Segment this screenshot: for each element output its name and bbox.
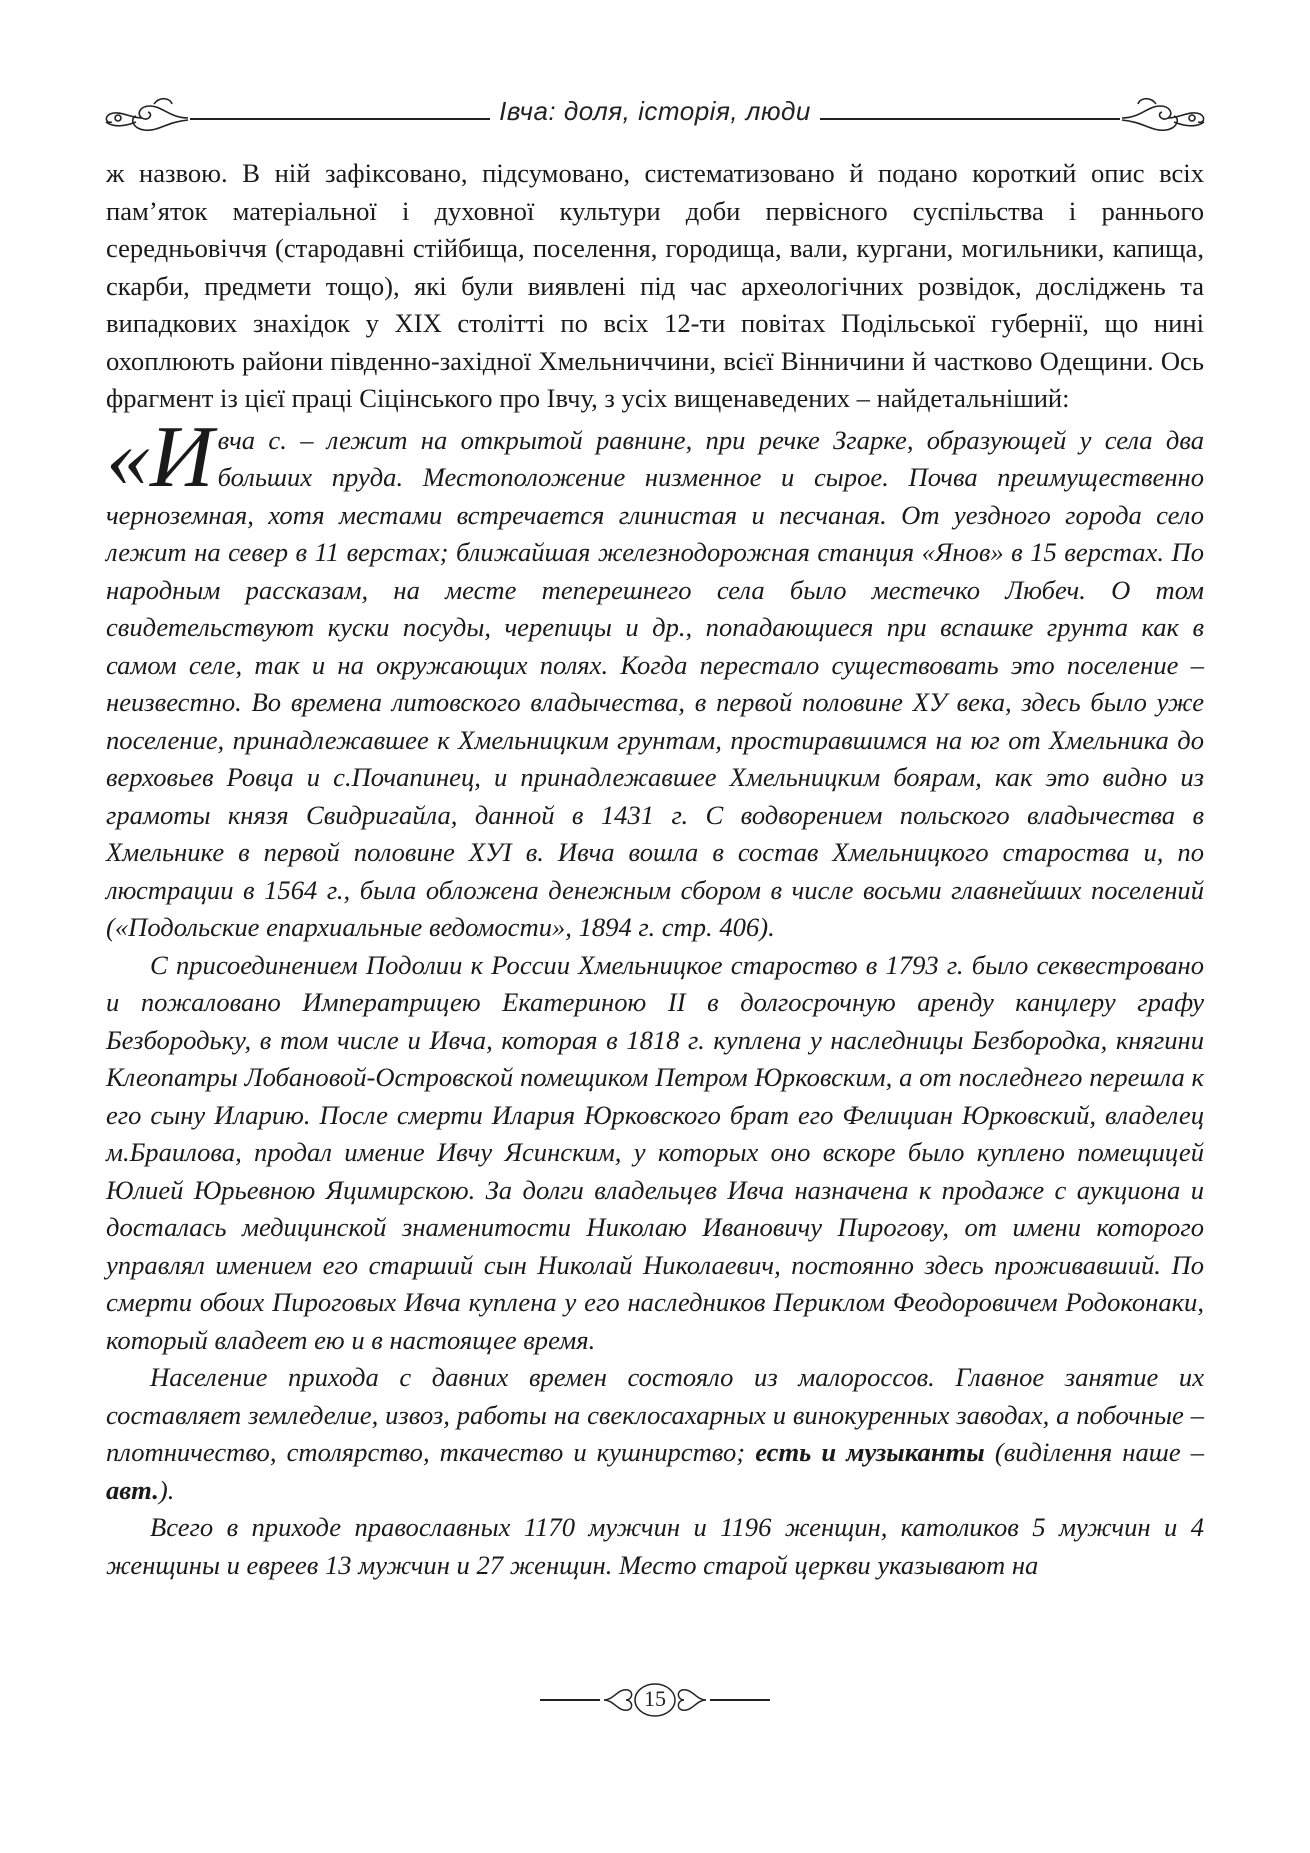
page-number: 15 — [644, 1686, 666, 1711]
intro-paragraph: ж назвою. В ній зафіксовано, підсумовано, систематизовано й подано короткий опис всіх пам’яток матеріальної і духовної культури доби первісного суспільства і раннього середньовіччя (стародавні стійбища, поселення, городища, вали, кургани, могильники, капища, скарби, предмети тощо), які були виявлені під час археологічних розвідок, досліджень та випадкових знахідок у XIX столітті по всіх 12-ти повітах Подільської губернії, що нині охоплюють райони південно-західної Хмельниччини, всієї Вінничини й частково Одещини. Ось фрагмент із цієї праці Сіцінського про Івчу, з усіх вищенаведених – найдетальніший: — [106, 158, 1204, 413]
author-note-abbr: авт. — [106, 1474, 159, 1505]
right-flourish-ornament-icon — [1120, 92, 1210, 136]
quote-paragraph-3 — [106, 1359, 1204, 1509]
running-header — [100, 88, 1210, 138]
quote-paragraph-1-text: вча с. – лежит на открытой равнине, при речке Згарке, образующей у села два больших пруда. Местоположение низменное и сырое. Почва преимущественно черноземная, хотя местами встречается глинистая и песчаная. От уездного города село лежит на север в 11 верстах; ближайшая железнодорожная станция «Янов» в 15 верстах. По народным рассказам, на месте теперешнего села было местечко Любеч. О том свидетельствуют куски посуды, черепицы и др., попадающиеся при вспашке грунта как в самом селе, так и на окружающих полях. Когда перестало существовать это поселение – неизвестно. Во времена литовского владычества, в первой половине XУ века, здесь было уже поселение, принадлежавшее к Хмельницким грунтам, простиравшимся на юг от Хмельника до верховьев Ровца и с.Почапинец, и принадлежавшее Хмельницким боярам, как это видно из грамоты князя Свидригайла, данной в 1431 г. С водворением польского владычества в Хмельнике в первой половине XУI в. Ивча вошла в состав Хмельницкого староства и, по люстрации в 1564 г., была обложена денежным сбором в числе восьми главнейших поселений («Подольские епархиальные ведомости», 1894 г. стр. 406). — [106, 424, 1204, 942]
quote-paragraph-3-text: Население прихода с давних времен состояло из малороссов. Главное занятие их составляет земледелие, извоз, работы на свеклосахарных и винокуренных заводах, а побочные – плотничество, столярство, ткачество и кушнирство; — [106, 1362, 1204, 1467]
author-note-open: (виділення наше – — [984, 1437, 1204, 1467]
page-body — [106, 155, 1204, 1584]
running-header-title: Івча: доля, історія, люди — [499, 96, 811, 126]
quote-paragraph-2: С присоединением Подолии к России Хмельницкое староство в 1793 г. было секвестровано и пожаловано Императрицею Екатериною II в долгосрочную аренду канцлеру графу Безбородьку, в том числе и Ивча, которая в 1818 г. куплена у наследницы Безбородка, княгини Клеопатры Лобановой-Островской помещиком Петром Юрковским, а от последнего перешла к его сыну Иларию. После смерти Илария Юрковского брат его Фелициан Юрковский, владелец м.Браилова, продал имение Ивчу Ясинским, у которых оно вскоре было куплено помещицей Юлией Юрьевною Яцимирскою. За долги владельцев Ивча назначена к продаже с аукциона и досталась медицинской знаменитости Николаю Ивановичу Пирогову, от имени которого управлял имением его старший сын Николай Николаевич, постоянно здесь проживавший. По смерти обоих Пироговых Ивча куплена у его наследников Периклом Феодоровичем Родоконаки, который владеет ею и в настоящее время. — [106, 949, 1204, 1355]
emphasis-musicians: есть и музыканты — [755, 1437, 985, 1467]
quote-paragraph-1 — [106, 408, 1204, 947]
author-note-close: ). — [158, 1474, 175, 1505]
quote-paragraph-4: Всего в приходе православных 1170 мужчин и 1196 женщин, католиков 5 мужчин и 4 женщины и евреев 13 мужчин и 27 женщин. Место старой церкви указывают на — [106, 1512, 1204, 1580]
drop-cap: «И — [106, 408, 214, 506]
page-footer — [540, 1678, 770, 1722]
